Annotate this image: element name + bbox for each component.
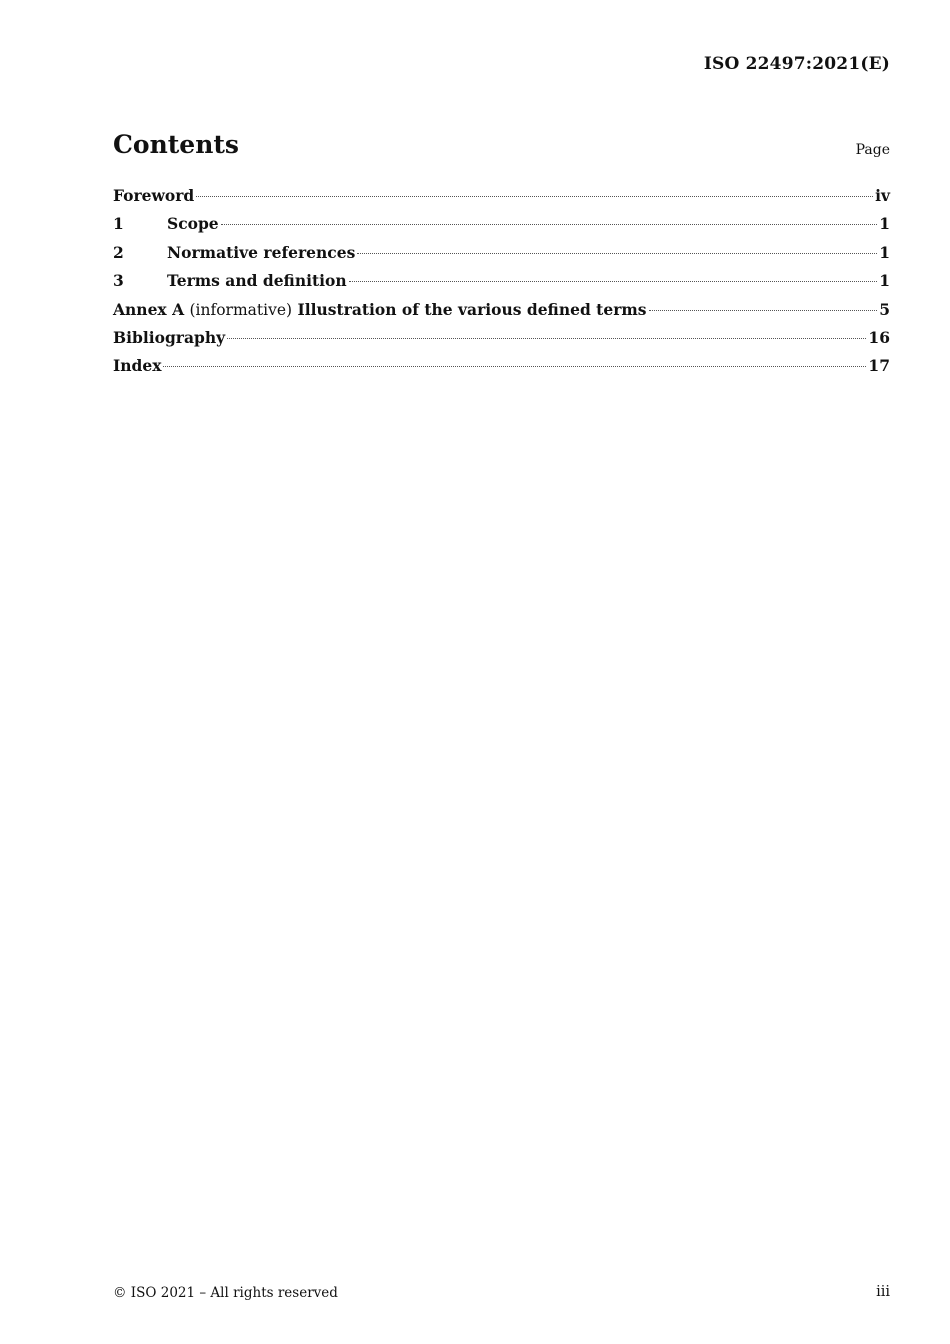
toc-entry-annex-title [113, 298, 647, 322]
toc-entry-page: 1 [879, 242, 890, 262]
annex-label: Annex A [113, 299, 185, 319]
toc-entry-annex-a[interactable] [113, 298, 890, 326]
toc-entry-page: 1 [879, 214, 890, 234]
toc-entry-normative-references[interactable] [113, 241, 890, 269]
toc-leader-dots [649, 310, 878, 311]
table-of-contents [113, 184, 890, 383]
toc-entry-title: Scope [167, 214, 219, 234]
toc-entry-title: Illustration of the various defined terms [297, 299, 647, 319]
toc-entry-index[interactable] [113, 354, 890, 382]
toc-entry-title: Normative references [167, 242, 356, 262]
toc-entry-foreword[interactable] [113, 184, 890, 212]
toc-entry-page: 16 [868, 327, 890, 347]
toc-leader-dots [196, 196, 873, 197]
toc-leader-dots [227, 338, 866, 339]
toc-entry-page: iv [875, 186, 890, 205]
toc-entry-title: Bibliography [113, 327, 226, 347]
toc-entry-number: 2 [113, 242, 124, 262]
toc-entry-page: 5 [879, 299, 890, 319]
toc-entry-page: 1 [879, 271, 890, 291]
document-header-id: ISO 22497:2021(E) [703, 54, 890, 74]
page-column-label: Page [855, 142, 890, 158]
toc-entry-number: 1 [113, 214, 124, 234]
toc-entry-title: Foreword [113, 186, 195, 205]
footer-page-number: iii [876, 1284, 890, 1300]
footer-copyright: © ISO 2021 – All rights reserved [113, 1285, 338, 1301]
toc-entry-bibliography[interactable] [113, 326, 890, 354]
toc-entry-number: 3 [113, 271, 124, 291]
toc-leader-dots [349, 281, 878, 282]
toc-entry-title: Terms and definition [167, 271, 347, 291]
toc-entry-terms-and-definition[interactable] [113, 269, 890, 297]
toc-leader-dots [163, 366, 866, 367]
toc-leader-dots [221, 224, 878, 225]
toc-entry-page: 17 [868, 356, 890, 376]
contents-heading: Contents [113, 130, 240, 159]
annex-type: (informative) [189, 300, 293, 319]
toc-entry-scope[interactable] [113, 212, 890, 240]
toc-leader-dots [357, 253, 877, 254]
toc-entry-title: Index [113, 356, 162, 376]
